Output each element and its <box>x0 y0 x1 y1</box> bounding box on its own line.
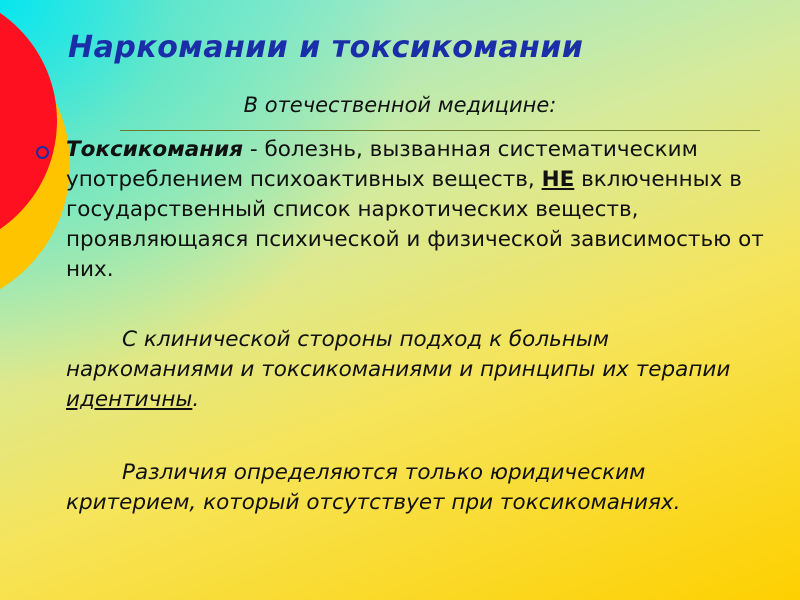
definition-paragraph <box>66 135 766 285</box>
clinical-text-end: . <box>192 387 200 412</box>
slide-subtitle: В отечественной медицине: <box>243 93 557 117</box>
definition-term: Токсикомания <box>66 137 244 162</box>
divider-line <box>120 130 760 131</box>
clinical-underlined-word: идентичны <box>66 387 193 412</box>
slide-title: Наркомании и токсикомании <box>68 30 584 65</box>
clinical-text: С клинической стороны подход к больным наркоманиями и токсикоманиями и принципы их терапии <box>66 327 731 382</box>
definition-text-a: - болезнь, вызванная систематическим употреблением психоактивных веществ, <box>66 137 698 192</box>
definition-text-b: включенных в государственный список наркотических веществ, проявляющаяся психической и физической зависимостью от них. <box>66 167 764 282</box>
differences-text: Различия определяются только юридическим критерием, который отсутствует при токсикоманиях. <box>66 460 681 515</box>
differences-paragraph <box>66 458 766 518</box>
bullet-circle-icon <box>36 146 49 159</box>
clinical-paragraph <box>66 325 766 415</box>
definition-negation: НЕ <box>541 167 575 192</box>
